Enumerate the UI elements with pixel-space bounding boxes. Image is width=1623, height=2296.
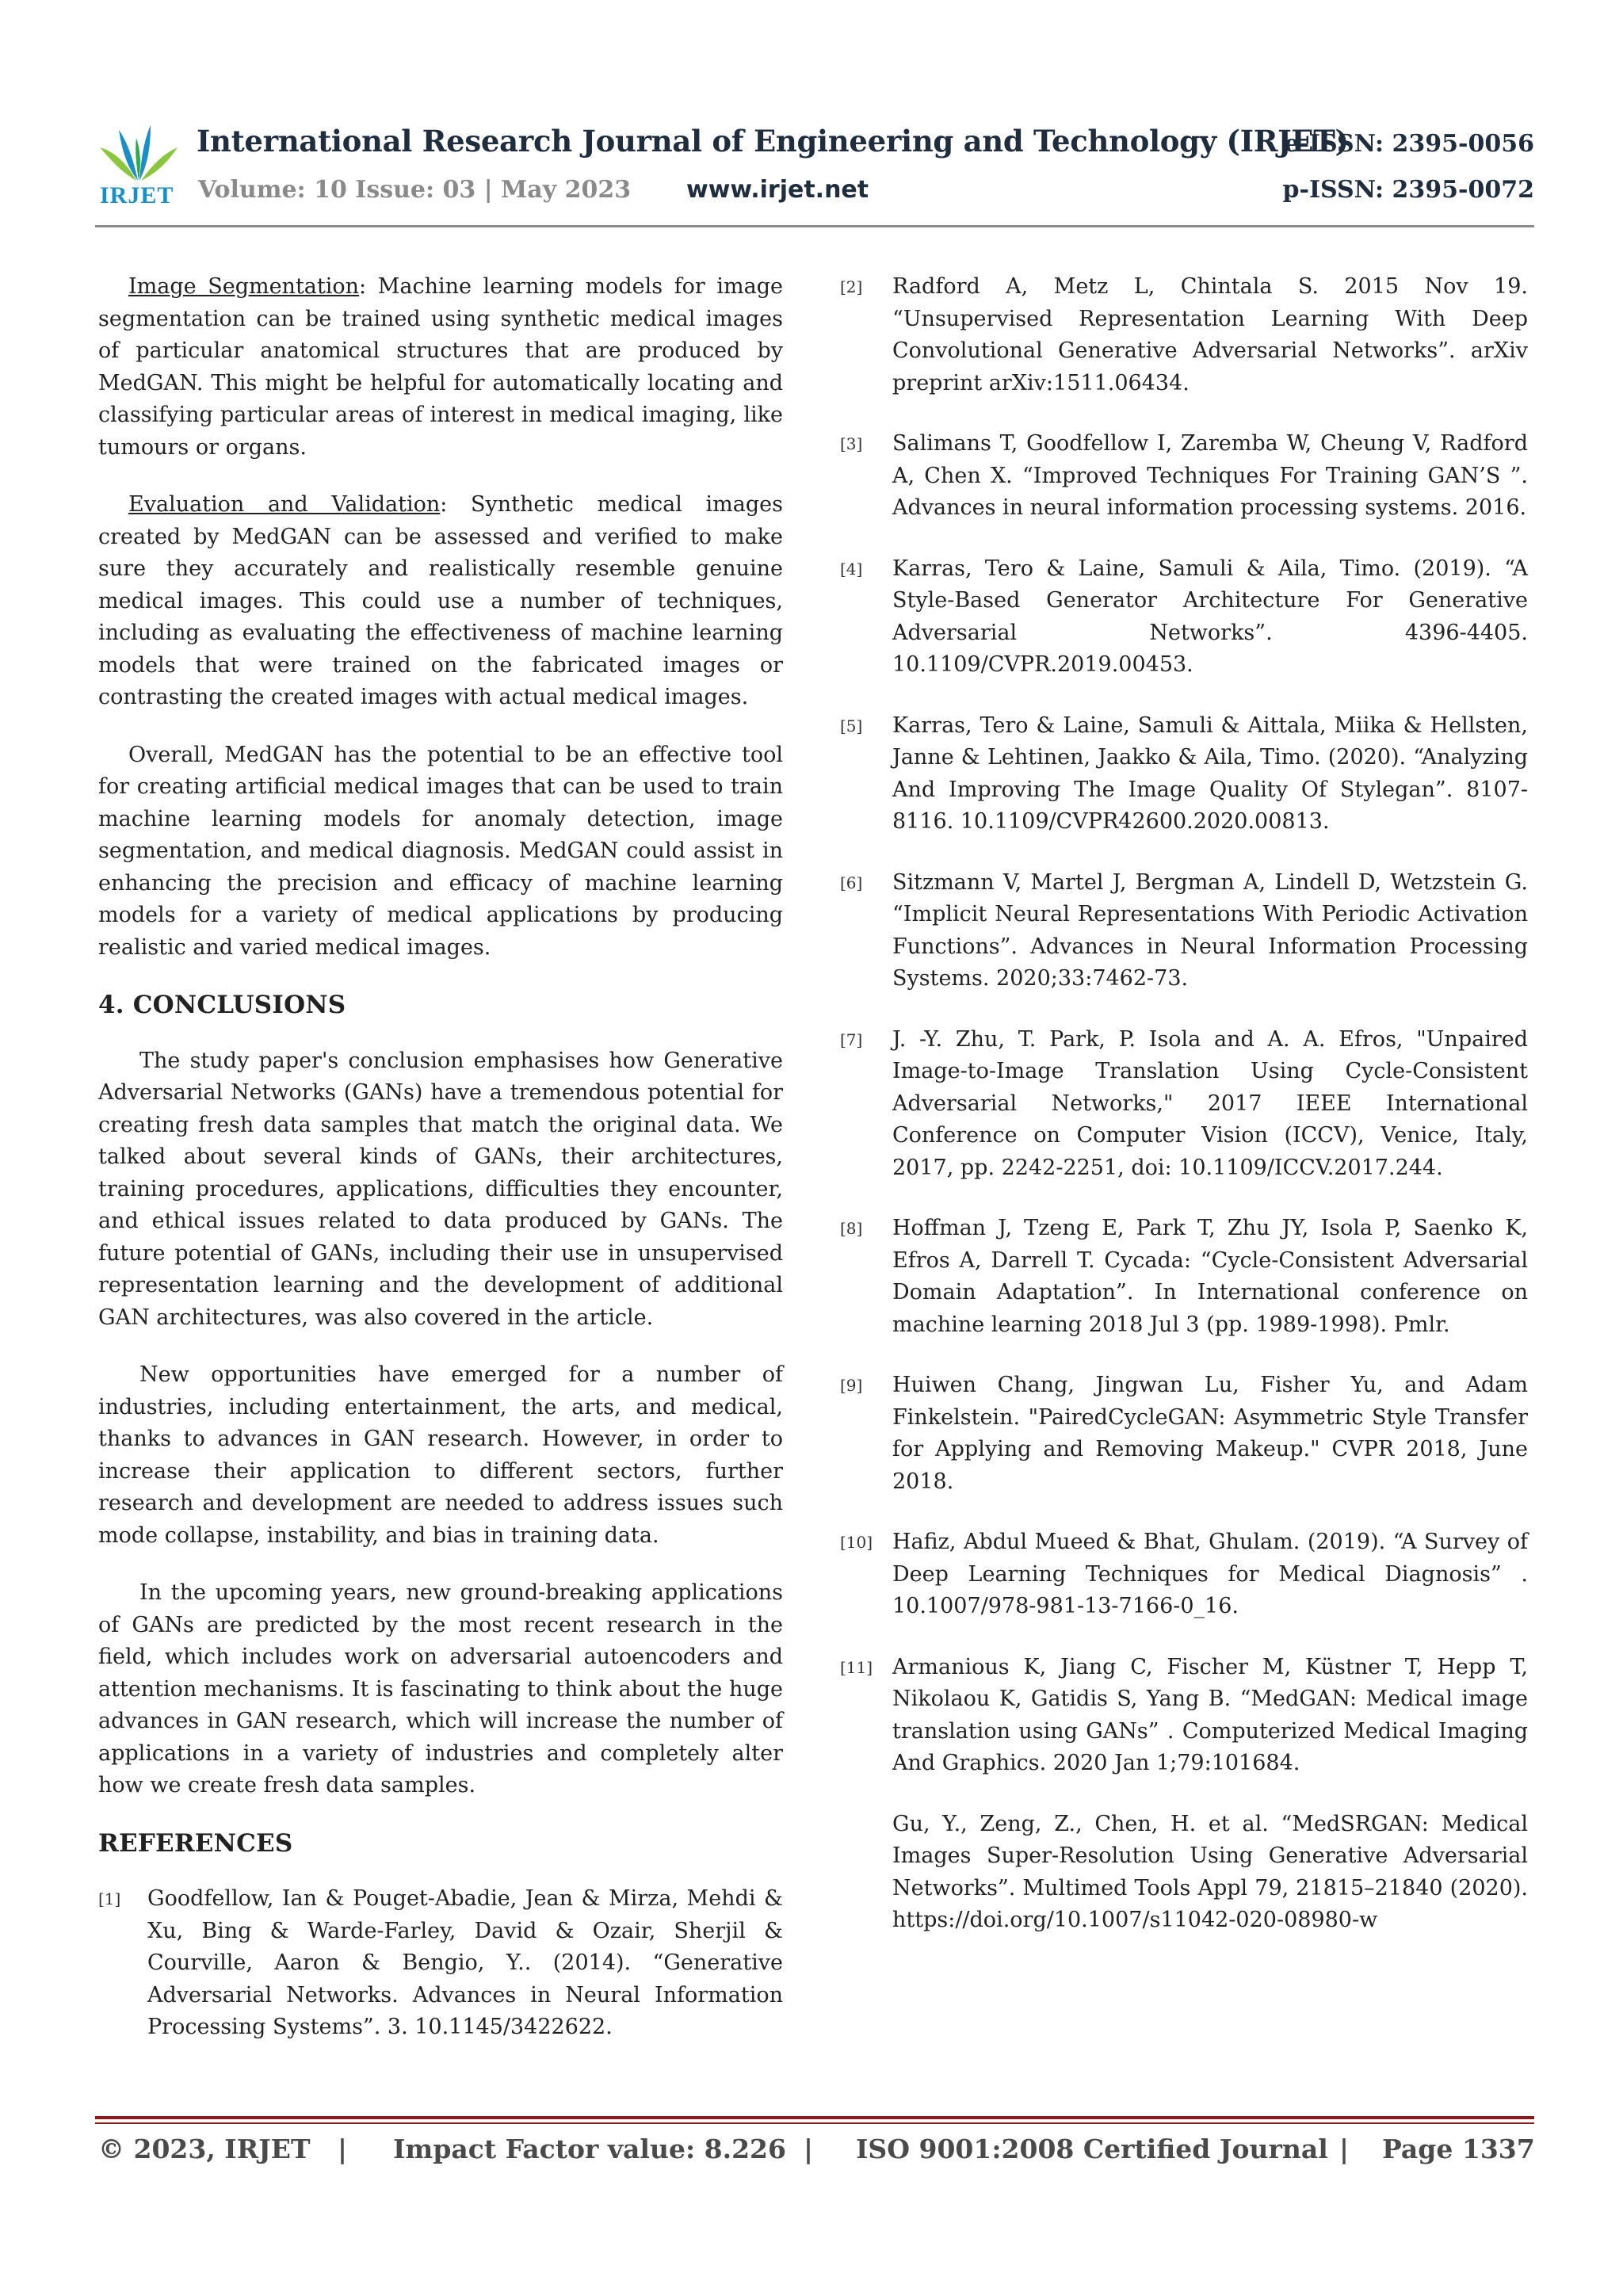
- image-segmentation-label: Image Segmentation: [128, 274, 360, 299]
- p-issn: p-ISSN: 2395-0072: [1282, 176, 1534, 204]
- paragraph-evaluation: [98, 489, 783, 714]
- reference-item: [840, 710, 1528, 839]
- e-issn: e-ISSN: 2395-0056: [1284, 130, 1534, 158]
- reference-text: Salimans T, Goodfellow I, Zaremba W, Cheung V, Radford A, Chen X. “Improved Techniques For Training GAN’S ”. Advances in neural information processing systems. 2016.: [892, 431, 1528, 520]
- left-column: [98, 271, 783, 2073]
- footer-divider: [95, 2116, 1534, 2119]
- logo-text: IRJET: [100, 182, 174, 208]
- evaluation-text: : Synthetic medical images created by MedGAN can be assessed and verified to make sure they accurately and realistically resemble genuine medical images. This could use a number of techniques, including as evaluating the effectiveness of machine learning models that were trained on the fabricated images or contrasting the created images with actual medical images.: [98, 492, 783, 709]
- leaf-logo-icon: [95, 119, 182, 190]
- irjet-logo: [95, 119, 182, 214]
- conclusion-paragraph-3: In the upcoming years, new ground-breaking applications of GANs are predicted by the most recent research in the field, which includes work on adversarial autoencoders and attention mechanisms. It is fascinating to think about the huge advances in GAN research, which will increase the number of applications in a variety of industries and completely alter how we create fresh data samples.: [98, 1580, 783, 1797]
- reference-item: [840, 1024, 1528, 1185]
- reference-number: [4]: [840, 559, 863, 579]
- footer-separator: |: [804, 2134, 814, 2164]
- reference-item: [840, 1652, 1528, 1780]
- reference-number: [1]: [98, 1889, 121, 1908]
- page-footer: [98, 2134, 1535, 2173]
- conclusion-paragraph-1: The study paper's conclusion emphasises how Generative Adversarial Networks (GANs) have a tremendous potential for creating fresh data samples that match the original data. We talked about several kinds of GANs, their architectures, training procedures, applications, difficulties they encounter, and ethical issues related to data produced by GANs. The future potential of GANs, including their use in unsupervised representation learning and the development of additional GAN architectures, was also covered in the article.: [98, 1048, 783, 1330]
- footer-impact-factor: Impact Factor value: 8.226: [393, 2134, 786, 2164]
- reference-item: [840, 867, 1528, 995]
- header-divider: [95, 225, 1534, 227]
- footer-page-number: Page 1337: [1382, 2134, 1535, 2164]
- conclusions-heading: 4. CONCLUSIONS: [98, 991, 346, 1019]
- reference-item: [840, 1213, 1528, 1341]
- footer-separator: |: [1339, 2134, 1350, 2164]
- reference-item: [840, 1370, 1528, 1498]
- footer-copyright: © 2023, IRJET: [98, 2134, 311, 2164]
- right-column: [840, 271, 1528, 1966]
- reference-number: [8]: [840, 1219, 863, 1238]
- reference-number: [7]: [840, 1030, 863, 1049]
- reference-text: Radford A, Metz L, Chintala S. 2015 Nov 19. “Unsupervised Representation Learning With Deep Convolutional Generative Adversarial Networks”. arXiv preprint arXiv:1511.06434.: [892, 274, 1528, 395]
- reference-text: Huiwen Chang, Jingwan Lu, Fisher Yu, and Adam Finkelstein. "PairedCycleGAN: Asymmetric Style Transfer for Applying and Removing Makeup." CVPR 2018, June 2018.: [892, 1373, 1528, 1494]
- reference-number: [3]: [840, 434, 863, 453]
- volume-issue: Volume: 10 Issue: 03 | May 2023: [198, 176, 632, 204]
- reference-item: [840, 1526, 1528, 1623]
- reference-item: [98, 1883, 783, 2044]
- reference-number: [5]: [840, 716, 863, 735]
- reference-number: [6]: [840, 873, 863, 892]
- reference-text: J. -Y. Zhu, T. Park, P. Isola and A. A. Efros, "Unpaired Image-to-Image Translation Using Cycle-Consistent Adversarial Networks," 2017 IEEE International Conference on Computer Vision (ICCV), Venice, Italy, 2017, pp. 2242-2251, doi: 10.1109/ICCV.2017.244.: [892, 1026, 1528, 1180]
- reference-text: Karras, Tero & Laine, Samuli & Aila, Timo. (2019). “A Style-Based Generator Architecture For Generative Adversarial Networks”. 4396-4405. 10.1109/CVPR.2019.00453.: [892, 556, 1528, 677]
- image-segmentation-text: : Machine learning models for image segmentation can be trained using synthetic medical images of particular anatomical structures that are produced by MedGAN. This might be helpful for automatically locating and classifying particular areas of interest in medical imaging, like tumours or organs.: [98, 274, 783, 460]
- reference-number: [2]: [840, 277, 863, 296]
- reference-item: [840, 553, 1528, 682]
- page-header: [95, 119, 1534, 226]
- reference-number: [9]: [840, 1376, 863, 1395]
- reference-number: [11]: [840, 1657, 873, 1677]
- reference-text: Hafiz, Abdul Mueed & Bhat, Ghulam. (2019). “A Survey of Deep Learning Techniques for Medical Diagnosis” . 10.1007/978-981-13-7166-0_16.: [892, 1530, 1528, 1618]
- footer-separator: |: [338, 2134, 348, 2164]
- paragraph-image-segmentation: [98, 271, 783, 464]
- website-link[interactable]: www.irjet.net: [686, 176, 869, 204]
- footer-iso: ISO 9001:2008 Certified Journal: [856, 2134, 1328, 2164]
- paragraph-overall: Overall, MedGAN has the potential to be an effective tool for creating artificial medical images that can be used to train machine learning models for anomaly detection, image segmentation, and medical diagnosis. MedGAN could assist in enhancing the precision and efficacy of machine learning models for a variety of medical applications by producing realistic and varied medical images.: [98, 742, 783, 960]
- reference-number: [10]: [840, 1533, 873, 1552]
- reference-text: Hoffman J, Tzeng E, Park T, Zhu JY, Isola P, Saenko K, Efros A, Darrell T. Cycada: “Cycle-Consistent Adversarial Domain Adaptation”. In International conference on machine learning 2018 Jul 3 (pp. 1989-1998). Pmlr.: [892, 1216, 1528, 1337]
- reference-text: Goodfellow, Ian & Pouget-Abadie, Jean & Mirza, Mehdi & Xu, Bing & Warde-Farley, David & Ozair, Sherjil & Courville, Aaron & Bengio, Y.. (2014). “Generative Adversarial Networks. Advances in Neural Information Processing Systems”. 3. 10.1145/3422622.: [147, 1886, 783, 2039]
- footer-divider-thin: [95, 2122, 1534, 2124]
- reference-item: [840, 1809, 1528, 1937]
- evaluation-label: Evaluation and Validation: [128, 492, 441, 517]
- reference-text: Gu, Y., Zeng, Z., Chen, H. et al. “MedSRGAN: Medical Images Super-Resolution Using Generative Adversarial Networks”. Multimed Tools Appl 79, 21815–21840 (2020). https://doi.org/10.1007/s11042-020-08980-w: [892, 1811, 1528, 1932]
- reference-text: Sitzmann V, Martel J, Bergman A, Lindell D, Wetzstein G. “Implicit Neural Representations With Periodic Activation Functions”. Advances in Neural Information Processing Systems. 2020;33:7462-73.: [892, 869, 1528, 991]
- reference-text: Armanious K, Jiang C, Fischer M, Küstner T, Hepp T, Nikolaou K, Gatidis S, Yang B. “MedGAN: Medical image translation using GANs” . Computerized Medical Imaging And Graphics. 2020 Jan 1;79:101684.: [892, 1654, 1528, 1775]
- conclusion-paragraph-2: New opportunities have emerged for a number of industries, including entertainment, the arts, and medical, thanks to advances in GAN research. However, in order to increase their application to different sectors, further research and development are needed to address issues such mode collapse, instability, and bias in training data.: [98, 1362, 783, 1548]
- journal-title: International Research Journal of Engineering and Technology (IRJET): [197, 124, 1349, 159]
- reference-item: [840, 428, 1528, 525]
- reference-item: [840, 271, 1528, 399]
- reference-text: Karras, Tero & Laine, Samuli & Aittala, Miika & Hellsten, Janne & Lehtinen, Jaakko & Aila, Timo. (2020). “Analyzing And Improving The Image Quality Of Stylegan”. 8107-8116. 10.1109/CVPR42600.2020.00813.: [892, 712, 1528, 834]
- references-heading: REFERENCES: [98, 1828, 293, 1858]
